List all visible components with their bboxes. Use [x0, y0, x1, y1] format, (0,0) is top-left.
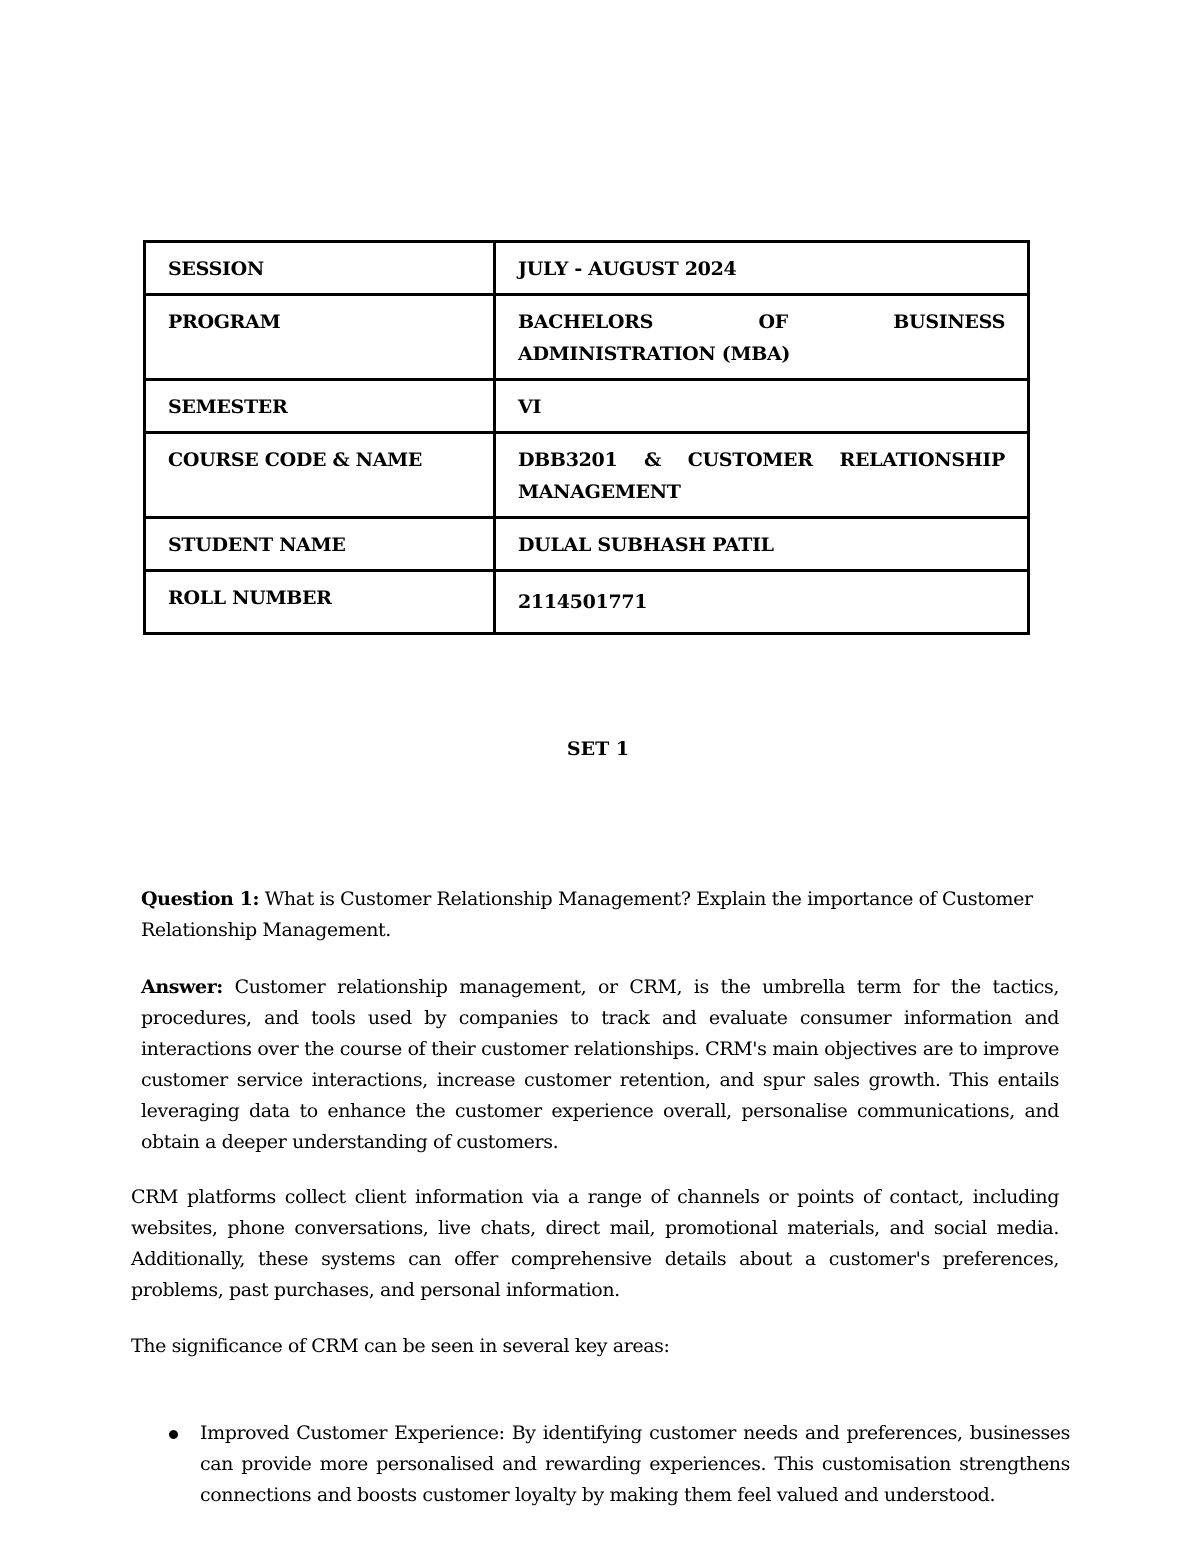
question-label: Question 1:: [141, 888, 260, 910]
roll-number-value: 2114501771: [495, 571, 1029, 634]
bullet-icon: [169, 1430, 178, 1439]
roll-number-label: ROLL NUMBER: [145, 571, 495, 634]
table-row-program: [145, 295, 1029, 380]
program-value: BACHELORS OF BUSINESS ADMINISTRATION (MBA): [495, 295, 1029, 380]
answer-paragraph: [141, 972, 1059, 1158]
question-text: What is Customer Relationship Management? Explain the importance of Customer Relationship Management.: [141, 888, 1033, 941]
crm-platforms-paragraph: CRM platforms collect client information via a range of channels or points of contact, including websites, phone conversations, live chats, direct mail, promotional materials, and social media. Additionally, these systems can offer comprehensive details about a customer's preferences, problems, past purchases, and personal information.: [131, 1186, 1059, 1301]
table-row-course: [145, 433, 1029, 518]
table-row-student-name: [145, 518, 1029, 571]
program-label: PROGRAM: [145, 295, 495, 380]
session-value: JULY - AUGUST 2024: [495, 242, 1029, 295]
semester-label: SEMESTER: [145, 380, 495, 433]
list-item-text: Improved Customer Experience: By identifying customer needs and preferences, businesses can provide more personalised and rewarding experiences. This customisation strengthens connections and boosts customer loyalty by making them feel valued and understood.: [200, 1422, 1070, 1506]
student-name-value: DULAL SUBHASH PATIL: [495, 518, 1029, 571]
table-row-semester: [145, 380, 1029, 433]
set-title: SET 1: [566, 738, 630, 760]
course-label: COURSE CODE & NAME: [145, 433, 495, 518]
table-row-roll-number: [145, 571, 1029, 634]
student-info-table: [143, 240, 1030, 635]
semester-value: VI: [495, 380, 1029, 433]
list-item: [200, 1418, 1070, 1511]
answer-label: Answer:: [141, 976, 223, 998]
question-paragraph: [141, 884, 1061, 946]
table-row-session: [145, 242, 1029, 295]
student-name-label: STUDENT NAME: [145, 518, 495, 571]
significance-list: [200, 1418, 1070, 1511]
course-value: DBB3201 & CUSTOMER RELATIONSHIP MANAGEMENT: [495, 433, 1029, 518]
significance-intro: The significance of CRM can be seen in several key areas:: [131, 1335, 670, 1357]
session-label: SESSION: [145, 242, 495, 295]
answer-text: Customer relationship management, or CRM, is the umbrella term for the tactics, procedures, and tools used by companies to track and evaluate consumer information and interactions over the course of their customer relationships. CRM's main objectives are to improve customer service interactions, increase customer retention, and spur sales growth. This entails leveraging data to enhance the customer experience overall, personalise communications, and obtain a deeper understanding of customers.: [141, 976, 1059, 1153]
